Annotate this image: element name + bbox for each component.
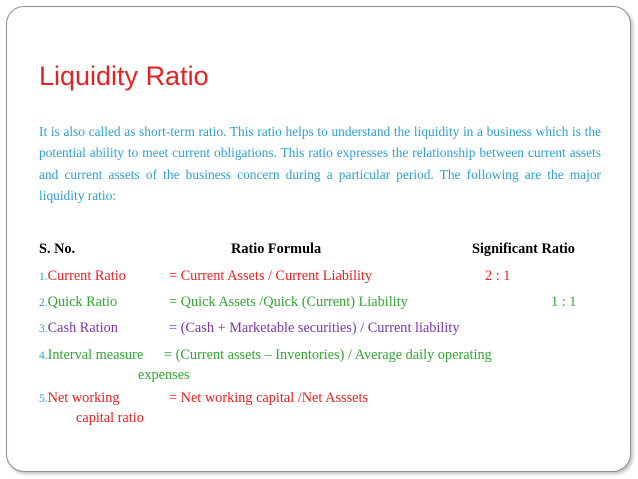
item-significant-ratio: 1 : 1 [551,294,577,310]
list-item [39,294,117,311]
header-significant-ratio: Significant Ratio [472,241,575,257]
item-number: 3. [39,323,48,335]
item-significant-ratio: 2 : 1 [485,268,511,284]
item-name-continued: capital ratio [76,410,144,426]
item-formula-continued: expenses [138,367,190,383]
header-formula: Ratio Formula [231,241,322,257]
item-name: Cash Ration [47,320,118,336]
item-name: Quick Ratio [47,294,118,310]
item-formula: = Net working capital /Net Asssets [169,390,369,406]
item-number: 1. [39,271,48,283]
item-formula: = (Current assets – Inventories) / Average daily operating [164,347,492,363]
item-name: Interval measure [47,347,144,363]
list-item [39,320,118,337]
list-item [39,268,126,285]
slide-title: Liquidity Ratio [39,61,209,91]
item-number: 5. [39,393,48,405]
list-item [39,390,120,407]
item-name: Net working [47,390,120,406]
header-sno: S. No. [39,241,76,257]
item-formula: = (Cash + Marketable securities) / Current liability [169,320,460,336]
intro-paragraph: It is also called as short-term ratio. This ratio helps to understand the liquidity in a business which is the potential ability to meet current obligations. This ratio expresses the relationship between current assets and current assets of the business concern during a particular period. The following are the major liquidity ratio: [39,124,601,203]
list-item [39,347,143,364]
item-formula: = Quick Assets /Quick (Current) Liability [169,294,408,310]
item-formula: = Current Assets / Current Liability [169,268,373,284]
item-name: Current Ratio [47,268,126,284]
item-number: 2. [39,297,48,309]
slide [6,6,631,472]
item-number: 4. [39,350,48,362]
